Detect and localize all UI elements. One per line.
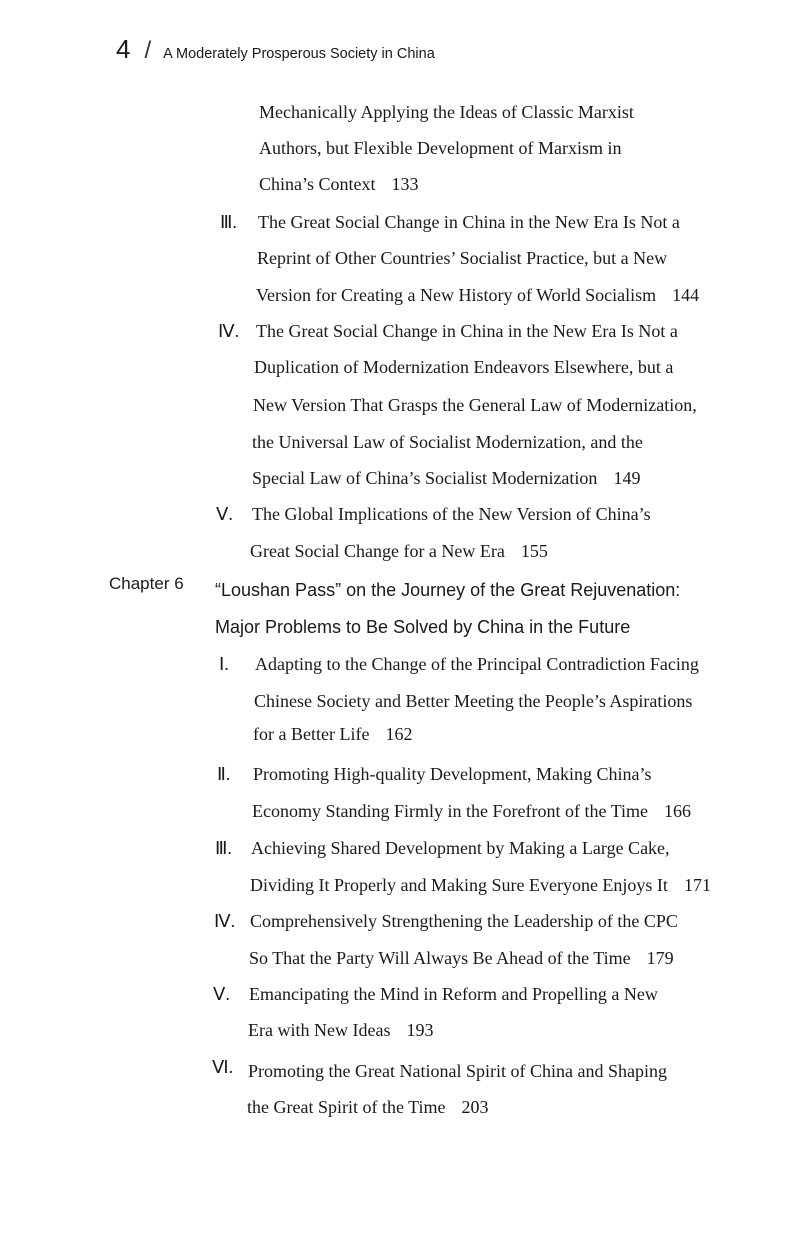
chapter-title-line: “Loushan Pass” on the Journey of the Great Rejuvenation: <box>215 580 681 600</box>
toc-entry-numeral: Ⅱ. <box>217 764 231 784</box>
running-header <box>116 34 435 65</box>
toc-entry-line: The Great Social Change in China in the New Era Is Not a <box>258 212 680 232</box>
page-number: 4 <box>116 34 131 64</box>
toc-continued-line: Mechanically Applying the Ideas of Classic Marxist <box>259 102 634 122</box>
toc-entry-line: The Global Implications of the New Version of China’s <box>252 504 651 524</box>
toc-entry-line <box>248 1018 433 1042</box>
toc-entry-line: Adapting to the Change of the Principal Contradiction Facing <box>255 654 699 674</box>
toc-entry-line <box>253 722 412 746</box>
toc-entry-text: China’s Context <box>259 174 376 194</box>
toc-entry-line: Promoting the Great National Spirit of China and Shaping <box>248 1061 667 1081</box>
running-title: A Moderately Prosperous Society in China <box>163 46 435 62</box>
toc-entry-text: So That the Party Will Always Be Ahead of the Time <box>249 948 631 968</box>
toc-entry-line <box>250 539 548 563</box>
toc-entry-text: Dividing It Properly and Making Sure Everyone Enjoys It <box>250 875 668 895</box>
toc-entry-line <box>252 799 691 823</box>
toc-entry-numeral: Ⅲ. <box>215 838 232 858</box>
toc-page-number: 203 <box>461 1097 489 1117</box>
toc-page-number: 171 <box>683 875 711 895</box>
toc-entry-text: Economy Standing Firmly in the Forefront of the Time <box>252 801 648 821</box>
toc-entry-line: Chinese Society and Better Meeting the People’s Aspirations <box>254 691 693 711</box>
header-separator: / <box>144 37 152 64</box>
toc-entry-line <box>249 946 674 970</box>
chapter-label: Chapter 6 <box>109 574 184 593</box>
toc-entry-line: the Universal Law of Socialist Modernization, and the <box>252 432 643 452</box>
toc-entry-numeral: Ⅲ. <box>220 212 237 232</box>
toc-entry-numeral: Ⅰ. <box>219 654 229 674</box>
toc-entry-line: Promoting High-quality Development, Making China’s <box>253 764 652 784</box>
toc-entry-line: The Great Social Change in China in the New Era Is Not a <box>256 321 678 341</box>
toc-entry-numeral: Ⅴ. <box>216 504 233 524</box>
toc-entry-numeral: Ⅵ. <box>212 1057 234 1077</box>
toc-entry-line <box>252 466 640 490</box>
toc-page-number: 133 <box>391 174 419 194</box>
toc-entry-text: Version for Creating a New History of World Socialism <box>256 285 657 305</box>
chapter-title-line: Major Problems to Be Solved by China in the Future <box>215 617 631 637</box>
toc-entry-line <box>256 283 699 307</box>
toc-entry-text: Special Law of China’s Socialist Modernization <box>252 468 598 488</box>
toc-page-number: 166 <box>663 801 691 821</box>
toc-entry-numeral: Ⅴ. <box>213 984 230 1004</box>
toc-page-number: 193 <box>406 1020 434 1040</box>
toc-page-number: 149 <box>613 468 641 488</box>
toc-entry-line: Emancipating the Mind in Reform and Propelling a New <box>249 984 658 1004</box>
toc-continued-line <box>259 172 419 196</box>
toc-entry-line <box>247 1095 488 1119</box>
toc-page-number: 155 <box>520 541 548 561</box>
toc-entry-text: the Great Spirit of the Time <box>247 1097 446 1117</box>
toc-entry-numeral: Ⅳ. <box>218 321 240 341</box>
toc-entry-line: New Version That Grasps the General Law of Modernization, <box>253 395 697 415</box>
toc-page-number: 179 <box>646 948 674 968</box>
toc-entry-text: for a Better Life <box>253 724 370 744</box>
toc-entry-line: Comprehensively Strengthening the Leadership of the CPC <box>250 911 678 931</box>
toc-entry-numeral: Ⅳ. <box>214 911 236 931</box>
toc-entry-text: Era with New Ideas <box>248 1020 391 1040</box>
toc-continued-line: Authors, but Flexible Development of Marxism in <box>259 138 622 158</box>
toc-entry-line <box>250 873 711 897</box>
toc-page-number: 144 <box>672 285 700 305</box>
toc-entry-text: Great Social Change for a New Era <box>250 541 505 561</box>
toc-entry-line: Duplication of Modernization Endeavors Elsewhere, but a <box>254 357 674 377</box>
toc-entry-line: Reprint of Other Countries’ Socialist Practice, but a New <box>257 248 668 268</box>
toc-page-number: 162 <box>385 724 413 744</box>
toc-entry-line: Achieving Shared Development by Making a Large Cake, <box>251 838 670 858</box>
